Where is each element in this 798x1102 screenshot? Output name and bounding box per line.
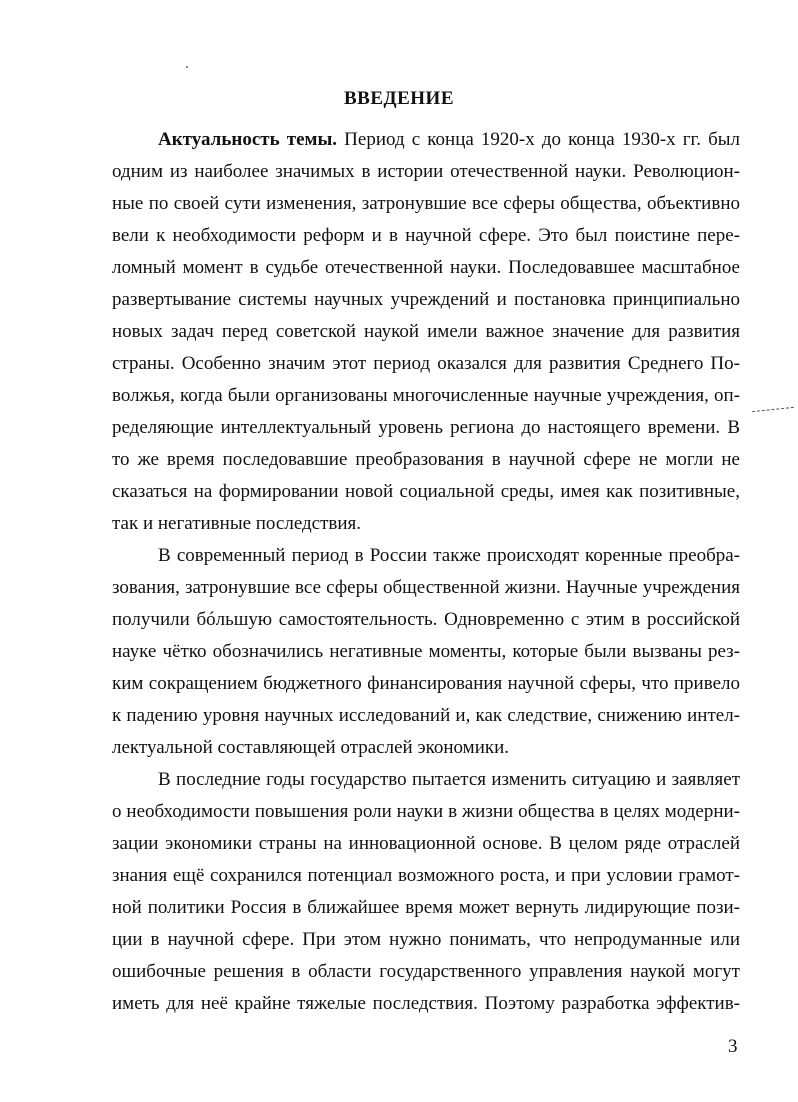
text-line: получили бóльшую самостоятельность. Одновременно с этим в российской <box>112 609 740 630</box>
text-line: страны. Особенно значим этот период оказался для развития Среднего По- <box>112 353 740 374</box>
text-line: науке чётко обозначились негативные моменты, которые были вызваны рез- <box>112 641 740 662</box>
text-line: сказаться на формировании новой социальной среды, имея как позитивные, <box>112 481 740 502</box>
text-line: волжья, когда были организованы многочисленные научные учреждения, оп- <box>112 385 740 406</box>
scan-pen-mark <box>752 407 794 413</box>
text-line <box>158 127 740 153</box>
text-line: ные по своей сути изменения, затронувшие все сферы общества, объективно <box>112 193 740 214</box>
text-line: ошибочные решения в области государственного управления наукой могут <box>112 961 740 982</box>
text-line: то же время последовавшие преобразования в научной сфере не могли не <box>112 449 740 470</box>
text-line: В современный период в России также происходят коренные преобра- <box>158 545 740 566</box>
scan-speck <box>186 66 188 68</box>
text-line: одним из наиболее значимых в истории отечественной науки. Революцион- <box>112 161 740 182</box>
text-line: новых задач перед советской наукой имели важное значение для развития <box>112 321 740 342</box>
text-line: о необходимости повышения роли науки в жизни общества в целях модерни- <box>112 801 740 822</box>
text-line: ной политики Россия в ближайшее время может вернуть лидирующие пози- <box>112 897 740 918</box>
text-line: лектуальной составляющей отраслей экономики. <box>112 737 510 758</box>
text-line: ким сокращением бюджетного финансирования научной сферы, что привело <box>112 673 740 694</box>
text-line: ции в научной сфере. При этом нужно понимать, что непродуманные или <box>112 929 740 950</box>
page-number: 3 <box>728 1036 738 1057</box>
text-line: ределяющие интеллектуальный уровень региона до настоящего времени. В <box>112 417 740 438</box>
lead-bold-phrase: Актуальность темы. <box>158 129 338 150</box>
text-line: ломный момент в судьбе отечественной науки. Последовавшее масштабное <box>112 257 740 278</box>
text-line: зации экономики страны на инновационной основе. В целом ряде отраслей <box>112 833 740 854</box>
text-line: В последние годы государство пытается изменить ситуацию и заявляет <box>158 769 740 790</box>
text-line: вели к необходимости реформ и в научной сфере. Это был поистине пере- <box>112 225 740 246</box>
text-line: иметь для неё крайне тяжелые последствия. Поэтому разработка эффектив- <box>112 993 740 1014</box>
text-line: зования, затронувшие все сферы общественной жизни. Научные учреждения <box>112 577 740 598</box>
text-line: развертывание системы научных учреждений и постановка принципиально <box>112 289 740 310</box>
text-line: так и негативные последствия. <box>112 513 362 534</box>
text-line: знания ещё сохранился потенциал возможного роста, и при условии грамот- <box>112 865 740 886</box>
text-line: к падению уровня научных исследований и, как следствие, снижению интел- <box>112 705 740 726</box>
text-line-remainder: Период с конца 1920-х до конца 1930-х гг. был <box>337 129 740 150</box>
section-heading: ВВЕДЕНИЕ <box>344 88 454 109</box>
